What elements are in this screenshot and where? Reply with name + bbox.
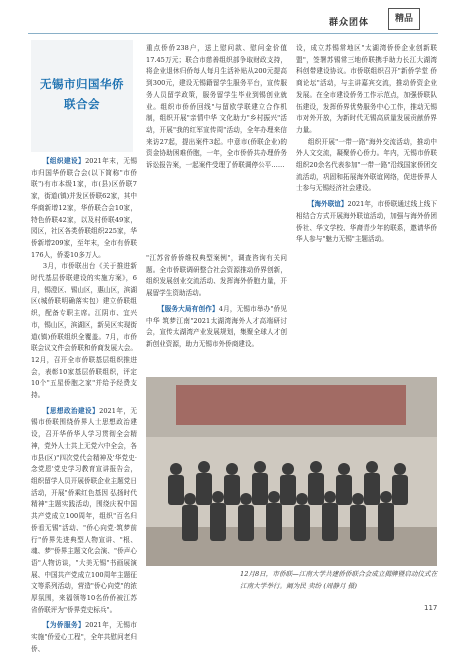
article-title-line2: 联合会	[64, 97, 100, 111]
column-1	[31, 156, 137, 653]
paragraph-text: 2021年，市侨联通过线上线下相结合方式开展海外联谊活动，加强与海外侨团侨社、华文学校、华裔青少年的联系，邀请华侨华人参与"魅力无锡"主题活动。	[296, 200, 438, 244]
column-2-bottom	[146, 253, 287, 373]
paragraph-service	[31, 620, 137, 655]
column-3	[296, 43, 437, 373]
group-photo-image	[146, 377, 437, 566]
section-heading: 【服务大局有创作】	[157, 304, 219, 313]
section-heading: 【海外联谊】	[307, 200, 348, 209]
paragraph-org	[31, 156, 137, 261]
paragraph-text: 重点侨侨238户，送上慰问款、慰问金价值17.45万元；联合市慈善组织部争取财政支持，将企业退休归侨每人每月生活补贴从200元提高到300元，建设无锡籍留学生服务平台，宣传服务人员留学政策，服务留学生毕业到锡创业就业。组织市侨侨回线"与留欧学联建立合作机制，组织开展"亲情中华 文化助力"乡村振兴"活动，开展"我的红军宣传周"活动，全年办理来信来访27起，提出案件3起。中意市(侨联企业)的资金协助困难侨胞，一年，全市侨侨共办理侨务诉讼报告案，一起案件受理了侨联调停公平……	[146, 44, 287, 170]
paragraph-politics	[31, 406, 137, 617]
paragraph-text: 设，成立苏锡常地区"太湖湾侨侨企业创新联盟"，签署苏锡常三地侨联携手助力长江大湖湾科创带建设协议。市侨联组织召开"新侨学堂 侨商论坛"活动，与主讲嘉宾交流，推动侨资企业发展。在全市建设侨务工作示范点，加强侨联队伍建设，发挥侨界优势服务中心工作，推动无锡市对外开放，为新时代无锡高质量发展贡献侨界力量。	[296, 44, 437, 134]
page-number: 117	[424, 604, 438, 612]
column-2-top	[146, 43, 287, 253]
section-heading: 【组织建设】	[42, 157, 86, 165]
paragraph-overseas	[296, 199, 437, 246]
section-heading: 【为侨服务】	[42, 621, 86, 630]
paragraph-text: 2021年，无锡市实施"侨爱心工程"，全年共慰问老归侨、	[31, 621, 137, 653]
group-photo	[146, 377, 437, 566]
section-heading: 【思想政治建设】	[42, 406, 100, 415]
article-title-line1: 无锡市归国华侨	[40, 77, 124, 91]
header-rule	[28, 33, 438, 34]
paragraph-text: 2021年，无锡市侨联围绕侨界人士思想政治建设，召开华侨华人学习贯彻全会精神，党外人士共上无党六中全会，各市县(区)"四次党代会精神及'华党史·念党恩'党史学习教育宣讲报告会，组织留学人员开展侨联企业主题党日活动，开展"侨乘红色基因 弘扬时代精神"主题实践活动，围绕庆祝中国共产党成立100周年，组织"百名归侨看无锡"活动、"侨心向党·筑梦前行"侨界先进典型人物宣讲、"根、魂、梦"侨界主题文化会演、"侨声心语"人物访谈，"大美无锡"书画展演展、中国共产党成立100周年主题征文等系列活动，营造"侨心向党"的浓厚氛围，来福领等10名侨侨被江苏省侨联评为"侨界党史标兵"。	[31, 406, 137, 614]
paragraph-text: 组织开展"一带一路"海外交流活动，推动中外人文交流，凝聚侨心侨力。年内，无锡市侨联组织20余名代表参加"一带一路"沿线国家侨团交流活动，巩固和拓展海外联谊网络，促进侨界人士参与无锡经济社会建设。	[296, 137, 437, 193]
photo-caption: 12月8日，市侨联—江南大学共建侨侨联合会成立揭牌暨启动仪式在江南大学举行。阚为民 卖纷 (周静月 摄)	[240, 570, 438, 590]
paragraph-text: "江苏省侨侨维权典型案例"，调查咨询有关问题。全市侨联调研整合社会资源推动侨界创新，组织发展创业交流活动、发挥海外侨胞力量，开展留学生资助活动。	[146, 254, 287, 298]
article-title-box	[31, 40, 133, 152]
paragraph-text: 4月，无锡市举办"侨见中华 筑梦江南"2021太湖湾海外人才高端研讨会，宣传太湖湾产业发展规划，集聚全球人才创新创业资源，助力无锡市外侨商建设。	[146, 304, 288, 348]
paragraph-text: 2021年末，无锡市归国华侨联合会(以下简称"市侨联")有市本级1家，市(县)区侨联7家，街道(镇)并发区侨联62家，其中华商新增12家，华侨联合会10家，特色侨联42家，以及村侨联49家，园区，社区各类侨联组织225家，华侨新增209家，至年末，全市有侨联176人，侨委10多万人。	[31, 157, 137, 259]
paragraph-overall	[146, 304, 287, 351]
magazine-logo: 精品	[388, 8, 420, 30]
paragraph-text: 3月，市侨联出台《关于推进新时代基层侨联建设的实施方案》，6月，锡澄区、锡山区，惠山区，滨湖区(城侨联明确落实包）建立侨联组织，配备专职主席。江阴市、宜兴市，锡山区，滨湖区，新吴区实现街道(镇)侨联组织全覆盖。7月，市侨联会议文件会侨联和侨商发展大会。12月，召开全市侨联基层组织推进会，表彰10家基层侨联组织，评定10个"五星侨胞之家"并给予经费支持。	[31, 262, 137, 400]
section-label: 群众团体	[329, 18, 370, 28]
